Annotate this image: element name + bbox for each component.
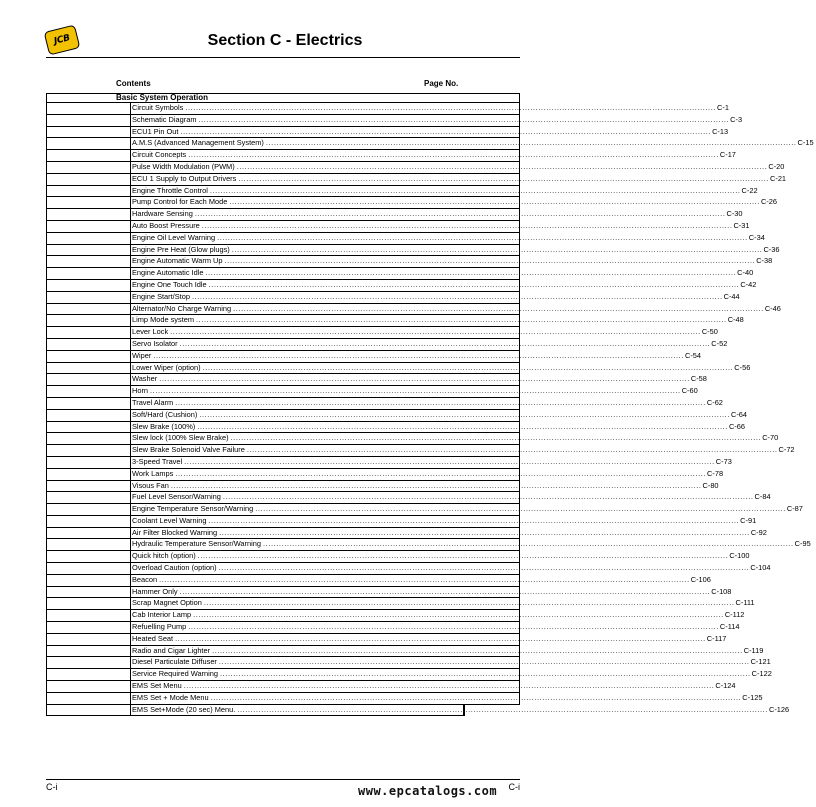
section-heading: Basic System Operation — [46, 93, 520, 103]
toc-entry[interactable] — [46, 161, 785, 174]
toc-leader-dots: ........................................................................................................................................................................................................ — [185, 103, 717, 112]
toc-entry-title: Heated Seat — [132, 633, 174, 643]
toc-entry[interactable] — [46, 433, 779, 445]
toc-entry-page: C-58 — [690, 374, 707, 384]
toc-entry-title: Auto Boost Pressure — [132, 220, 200, 230]
toc-entry[interactable] — [46, 409, 748, 422]
toc-entry-title: Scrap Magnet Option — [132, 598, 202, 608]
toc-entry-title: Slew lock (100% Slew Brake) — [132, 433, 229, 443]
toc-entry-title: ECU1 Pin Out — [132, 126, 179, 136]
toc-entry-title: EMS Set+Mode (20 sec) Menu. — [132, 704, 236, 714]
toc-entry-page: C-104 — [750, 563, 771, 573]
toc-entry-page: C-17 — [719, 150, 736, 160]
toc-entry-cell — [130, 161, 785, 173]
toc-entry[interactable] — [46, 209, 743, 221]
toc-entry-cell — [130, 232, 765, 244]
toc-entry-page: C-125 — [742, 692, 763, 702]
toc-leader-dots: ........................................................................................................................................................................................................ — [219, 527, 750, 537]
toc-leader-dots: ........................................................................................................................................................................................................ — [236, 161, 768, 171]
toc-leader-dots: ........................................................................................................................................................................................................ — [179, 338, 711, 348]
toc-entry-page: C-42 — [740, 279, 757, 289]
toc-entry[interactable] — [46, 126, 729, 139]
toc-entry-page: C-52 — [711, 338, 728, 348]
toc-entry[interactable] — [46, 386, 698, 398]
toc-entry-title: Service Required Warning — [132, 669, 218, 679]
table-of-contents — [46, 93, 814, 716]
toc-entry[interactable] — [46, 114, 743, 127]
toc-entry-cell — [130, 704, 790, 716]
toc-entry-cell — [130, 633, 727, 645]
toc-entry-title: ECU 1 Supply to Output Drivers — [132, 173, 237, 183]
toc-entry-cell — [130, 138, 814, 149]
toc-entry[interactable] — [46, 669, 772, 681]
toc-entry[interactable] — [46, 350, 702, 363]
toc-entry-title: Engine Automatic Warm Up — [132, 256, 223, 266]
toc-entry-page: C-48 — [727, 315, 744, 325]
toc-leader-dots: ........................................................................................................................................................................................................ — [193, 610, 724, 620]
toc-entry-page: C-117 — [706, 633, 727, 643]
contents-heading: Contents — [116, 79, 151, 88]
toc-entry-title: Engine One Touch Idle — [132, 279, 207, 289]
toc-entry-cell — [130, 504, 803, 515]
toc-entry-page: C-91 — [740, 515, 757, 525]
toc-leader-dots: ........................................................................................................................................................................................................ — [191, 291, 723, 301]
toc-entry-cell — [130, 456, 732, 468]
toc-entry-title: Diesel Particulate Diffuser — [132, 657, 217, 667]
toc-entry-page: C-70 — [762, 433, 779, 443]
toc-entry[interactable] — [46, 563, 771, 575]
toc-entry-page: C-111 — [735, 598, 755, 608]
toc-entry-cell — [130, 220, 750, 232]
toc-entry-title: Wiper — [132, 350, 152, 360]
toc-leader-dots: ........................................................................................................................................................................................................ — [212, 645, 743, 655]
title-divider — [46, 57, 520, 58]
toc-entry-page: C-121 — [750, 657, 771, 667]
toc-leader-dots: ........................................................................................................................................................................................................ — [199, 409, 730, 419]
toc-entry-page: C-50 — [701, 327, 718, 337]
toc-entry-cell — [130, 669, 772, 680]
toc-entry-cell — [130, 209, 743, 220]
toc-entry-title: Washer — [132, 374, 158, 384]
toc-leader-dots: ........................................................................................................................................................................................................ — [217, 232, 748, 242]
toc-entry-cell — [130, 610, 745, 621]
toc-entry-cell — [130, 291, 740, 303]
toc-entry-page: C-62 — [706, 397, 723, 407]
toc-entry-page: C-3 — [730, 114, 743, 124]
toc-entry-cell — [130, 433, 779, 444]
toc-entry[interactable] — [46, 220, 750, 233]
toc-leader-dots: ........................................................................................................................................................................................................ — [262, 539, 794, 549]
toc-leader-dots: ........................................................................................................................................................................................................ — [265, 138, 797, 148]
toc-entry-title: Fuel Level Sensor/Warning — [132, 492, 221, 502]
toc-entry-title: Engine Pre Heat (Glow plugs) — [132, 244, 230, 254]
toc-leader-dots: ........................................................................................................................................................................................................ — [175, 397, 706, 407]
toc-entry[interactable] — [46, 456, 732, 469]
toc-entry[interactable] — [46, 232, 765, 245]
toc-leader-dots: ........................................................................................................................................................................................................ — [198, 114, 730, 124]
toc-entry-page: C-92 — [750, 527, 767, 537]
toc-leader-dots: ........................................................................................................................................................................................................ — [210, 692, 742, 702]
toc-entry-page: C-66 — [728, 421, 745, 431]
toc-leader-dots: ........................................................................................................................................................................................................ — [153, 350, 684, 360]
toc-entry[interactable] — [46, 338, 728, 351]
toc-entry[interactable] — [46, 681, 736, 693]
toc-leader-dots: ........................................................................................................................................................................................................ — [230, 433, 762, 443]
toc-entry[interactable] — [46, 527, 767, 540]
toc-entry-title: Engine Throttle Control — [132, 185, 208, 195]
toc-entry[interactable] — [46, 645, 764, 658]
toc-entry-title: Hydraulic Temperature Sensor/Warning — [132, 539, 261, 549]
toc-entry-cell — [130, 256, 773, 267]
toc-leader-dots: ........................................................................................................................................................................................................ — [197, 551, 729, 561]
toc-leader-dots: ........................................................................................................................................................................................................ — [222, 492, 754, 502]
toc-entry-cell — [130, 350, 702, 362]
toc-entry-cell — [130, 362, 751, 374]
toc-entry-page: C-56 — [734, 362, 751, 372]
toc-entry-page: C-54 — [684, 350, 702, 360]
toc-entry-title: Work Lamps — [132, 468, 174, 478]
toc-entry-cell — [130, 539, 811, 550]
toc-entry-title: Lower Wiper (option) — [132, 362, 201, 372]
toc-entry-cell — [130, 480, 719, 492]
footer-divider — [46, 779, 520, 780]
toc-entry[interactable] — [46, 138, 814, 150]
toc-entry-page: C-34 — [748, 232, 765, 242]
toc-entry-title: Engine Temperature Sensor/Warning — [132, 504, 254, 514]
toc-entry-title: Schematic Diagram — [132, 114, 197, 124]
toc-leader-dots: ........................................................................................................................................................................................................ — [188, 622, 719, 632]
toc-entry-page: C-119 — [743, 645, 764, 655]
toc-entry-title: Lever Lock — [132, 327, 169, 337]
toc-leader-dots: ........................................................................................................................................................................................................ — [218, 563, 750, 573]
toc-entry[interactable] — [46, 256, 773, 268]
toc-entry[interactable] — [46, 374, 707, 386]
toc-entry[interactable] — [46, 362, 751, 375]
toc-entry-title: Cab Interior Lamp — [132, 610, 192, 620]
toc-leader-dots: ........................................................................................................................................................................................................ — [208, 515, 740, 525]
toc-leader-dots: ........................................................................................................................................................................................................ — [194, 209, 726, 219]
toc-leader-dots: ........................................................................................................................................................................................................ — [183, 681, 715, 691]
toc-entry-cell — [130, 185, 758, 197]
watermark: www.epcatalogs.com — [358, 784, 498, 798]
toc-entry[interactable] — [46, 480, 719, 493]
toc-entry-page: C-122 — [751, 669, 772, 679]
toc-entry-title: Alternator/No Charge Warning — [132, 303, 232, 313]
toc-entry-page: C-13 — [712, 126, 729, 136]
toc-entry[interactable] — [46, 185, 758, 198]
toc-entry-page: C-112 — [724, 610, 745, 620]
toc-leader-dots: ........................................................................................................................................................................................................ — [237, 704, 768, 714]
toc-entry-cell — [130, 598, 755, 609]
toc-entry-cell — [130, 515, 757, 527]
toc-leader-dots: ........................................................................................................................................................................................................ — [150, 386, 681, 396]
toc-entry-title: Beacon — [132, 574, 158, 584]
toc-entry-page: C-72 — [778, 445, 795, 455]
toc-entry[interactable] — [46, 291, 740, 304]
toc-entry-page: C-108 — [711, 586, 732, 596]
footer-page-right: C-i — [508, 782, 520, 792]
toc-entry-title: Circuit Symbols — [132, 103, 184, 112]
toc-entry-page: C-36 — [763, 244, 780, 254]
toc-entry-title: EMS Set Menu — [132, 681, 182, 691]
toc-entry-cell — [130, 279, 757, 291]
toc-entry-cell — [130, 468, 724, 480]
toc-entry-cell — [130, 315, 744, 326]
toc-entry-cell — [130, 103, 729, 114]
toc-entry-cell — [130, 586, 732, 598]
toc-entry-page: C-15 — [797, 138, 814, 148]
toc-leader-dots: ........................................................................................................................................................................................................ — [175, 633, 706, 643]
toc-entry-title: 3-Speed Travel — [132, 456, 183, 466]
toc-entry-page: C-126 — [768, 704, 790, 714]
toc-entry[interactable] — [46, 598, 755, 610]
toc-entry-page: C-22 — [741, 185, 758, 195]
toc-entry[interactable] — [46, 692, 763, 705]
toc-entry[interactable] — [46, 268, 754, 280]
toc-entry-page: C-38 — [756, 256, 773, 266]
toc-entry-cell — [130, 173, 787, 185]
logo-text: JCB — [53, 33, 71, 47]
toc-entry-title: Overload Caution (option) — [132, 563, 217, 573]
toc-entry[interactable] — [46, 633, 727, 646]
page-title: Section C - Electrics — [207, 32, 363, 49]
toc-entry-page: C-26 — [760, 197, 778, 207]
toc-leader-dots: ........................................................................................................................................................................................................ — [208, 279, 740, 289]
toc-entry[interactable] — [46, 103, 729, 115]
toc-entry-title: Circuit Concepts — [132, 150, 187, 160]
toc-entry-page: C-40 — [737, 268, 754, 278]
toc-entry-title: Travel Alarm — [132, 397, 174, 407]
toc-leader-dots: ........................................................................................................................................................................................................ — [202, 362, 734, 372]
toc-entry[interactable] — [46, 574, 711, 587]
toc-leader-dots: ........................................................................................................................................................................................................ — [159, 374, 690, 384]
toc-entry-title: Coolant Level Warning — [132, 515, 207, 525]
toc-entry[interactable] — [46, 610, 745, 622]
toc-entry[interactable] — [46, 551, 750, 563]
toc-entry-cell — [130, 114, 743, 126]
toc-entry-title: Servo Isolator — [132, 338, 178, 348]
toc-entry-cell — [130, 244, 780, 256]
toc-leader-dots: ........................................................................................................................................................................................................ — [255, 504, 786, 514]
toc-entry-cell — [130, 150, 736, 161]
toc-entry-title: Hammer Only — [132, 586, 178, 596]
toc-entry-page: C-87 — [786, 504, 803, 514]
toc-entry-cell — [130, 421, 745, 433]
toc-entry-page: C-44 — [723, 291, 740, 301]
toc-entry-title: Limp Mode system — [132, 315, 195, 325]
toc-entry-title: Quick hitch (option) — [132, 551, 196, 561]
toc-leader-dots: ........................................................................................................................................................................................................ — [170, 480, 702, 490]
toc-entry-cell — [130, 563, 771, 574]
toc-entry-page: C-73 — [715, 456, 732, 466]
toc-entry[interactable] — [46, 397, 723, 410]
toc-leader-dots: ........................................................................................................................................................................................................ — [184, 456, 715, 466]
toc-leader-dots: ........................................................................................................................................................................................................ — [238, 173, 770, 183]
toc-entry-page: C-84 — [754, 492, 771, 502]
toc-entry-cell — [130, 681, 736, 692]
toc-leader-dots: ........................................................................................................................................................................................................ — [209, 185, 741, 195]
toc-entry[interactable] — [46, 315, 744, 327]
toc-entry[interactable] — [46, 515, 757, 528]
toc-leader-dots: ........................................................................................................................................................................................................ — [218, 657, 750, 667]
toc-entry[interactable] — [46, 445, 795, 457]
toc-entry-title: Horn — [132, 386, 149, 396]
toc-leader-dots: ........................................................................................................................................................................................................ — [246, 445, 778, 455]
toc-entry-cell — [130, 397, 723, 409]
toc-entry[interactable] — [46, 279, 757, 292]
toc-leader-dots: ........................................................................................................................................................................................................ — [205, 268, 737, 278]
toc-leader-dots: ........................................................................................................................................................................................................ — [224, 256, 756, 266]
toc-entry-cell — [130, 374, 707, 385]
toc-entry[interactable] — [46, 327, 718, 339]
toc-entry-page: C-78 — [707, 468, 724, 478]
toc-entry-cell — [130, 692, 763, 704]
toc-leader-dots: ........................................................................................................................................................................................................ — [196, 315, 727, 325]
toc-leader-dots: ........................................................................................................................................................................................................ — [179, 586, 711, 596]
toc-entry-page: C-46 — [764, 303, 781, 313]
toc-entry[interactable] — [46, 704, 790, 717]
toc-entry[interactable] — [46, 586, 732, 599]
toc-entry-cell — [130, 645, 764, 657]
toc-entry-title: Refuelling Pump — [132, 622, 187, 632]
toc-entry-title: Soft/Hard (Cushion) — [132, 409, 198, 419]
toc-entry-page: C-100 — [729, 551, 750, 561]
toc-entry-cell — [130, 492, 771, 503]
toc-entry-page: C-31 — [733, 220, 750, 230]
toc-entry-title: Pulse Width Modulation (PWM) — [132, 161, 235, 171]
toc-entry-cell — [130, 622, 740, 633]
toc-entry-title: Engine Oil Level Warning — [132, 232, 216, 242]
toc-leader-dots: ........................................................................................................................................................................................................ — [188, 150, 719, 160]
toc-entry[interactable] — [46, 150, 736, 162]
toc-entry-title: Visous Fan — [132, 480, 169, 490]
toc-entry[interactable] — [46, 622, 740, 634]
toc-entry[interactable] — [46, 492, 771, 504]
toc-leader-dots: ........................................................................................................................................................................................................ — [159, 574, 690, 584]
toc-entry-title: Slew Brake (100%) — [132, 421, 196, 431]
toc-entry[interactable] — [46, 303, 781, 316]
toc-entry-page: C-21 — [770, 173, 787, 183]
toc-entry-page: C-80 — [702, 480, 719, 490]
toc-entry[interactable] — [46, 504, 803, 516]
toc-entry-page: C-64 — [730, 409, 748, 419]
toc-entry-page: C-30 — [726, 209, 743, 219]
toc-leader-dots: ........................................................................................................................................................................................................ — [180, 126, 712, 136]
toc-entry[interactable] — [46, 657, 771, 669]
toc-entry[interactable] — [46, 468, 724, 481]
toc-entry-title: Pump Control for Each Mode — [132, 197, 228, 207]
toc-entry-page: C-114 — [719, 622, 740, 632]
toc-leader-dots: ........................................................................................................................................................................................................ — [203, 598, 735, 608]
toc-entry-title: A.M.S (Advanced Management System) — [132, 138, 264, 148]
toc-leader-dots: ........................................................................................................................................................................................................ — [220, 669, 751, 679]
toc-entry-title: Engine Automatic Idle — [132, 268, 204, 278]
toc-entry-page: C-106 — [690, 574, 711, 584]
toc-entry-cell — [130, 197, 778, 208]
toc-entry[interactable] — [46, 244, 780, 257]
toc-leader-dots: ........................................................................................................................................................................................................ — [170, 327, 701, 337]
toc-entry-cell — [130, 327, 718, 338]
toc-entry-cell — [130, 574, 711, 586]
toc-entry[interactable] — [46, 173, 787, 186]
toc-entry[interactable] — [46, 539, 811, 551]
toc-entry-cell — [130, 657, 771, 668]
toc-entry-cell — [130, 268, 754, 279]
toc-entry-title: Slew Brake Solenoid Valve Failure — [132, 445, 245, 455]
toc-entry-title: Hardware Sensing — [132, 209, 193, 219]
toc-entry-cell — [130, 126, 729, 138]
toc-entry-cell — [130, 409, 748, 421]
toc-leader-dots: ........................................................................................................................................................................................................ — [233, 303, 764, 313]
toc-rows — [46, 103, 814, 716]
toc-entry-cell — [130, 338, 728, 350]
toc-entry-title: Air Filter Blocked Warning — [132, 527, 218, 537]
toc-entry-page: C-20 — [768, 161, 785, 171]
toc-leader-dots: ........................................................................................................................................................................................................ — [201, 220, 733, 230]
toc-entry-title: EMS Set + Mode Menu — [132, 692, 209, 702]
toc-leader-dots: ........................................................................................................................................................................................................ — [175, 468, 707, 478]
toc-entry-page: C-60 — [681, 386, 698, 396]
toc-entry-cell — [130, 303, 781, 315]
toc-entry-cell — [130, 445, 795, 456]
toc-entry-page: C-1 — [717, 103, 729, 112]
toc-entry[interactable] — [46, 197, 778, 209]
toc-leader-dots: ........................................................................................................................................................................................................ — [231, 244, 763, 254]
footer-page-left: C-i — [46, 782, 58, 792]
page-no-heading: Page No. — [424, 79, 459, 88]
toc-entry-page: C-95 — [794, 539, 811, 549]
toc-entry-cell — [130, 551, 750, 562]
toc-leader-dots: ........................................................................................................................................................................................................ — [197, 421, 728, 431]
toc-entry-title: Engine Start/Stop — [132, 291, 190, 301]
toc-entry-cell — [130, 386, 698, 397]
toc-entry[interactable] — [46, 421, 745, 434]
toc-entry-title: Radio and Cigar Lighter — [132, 645, 211, 655]
toc-leader-dots: ........................................................................................................................................................................................................ — [229, 197, 760, 207]
toc-entry-cell — [130, 527, 767, 539]
toc-entry-page: C-124 — [715, 681, 736, 691]
